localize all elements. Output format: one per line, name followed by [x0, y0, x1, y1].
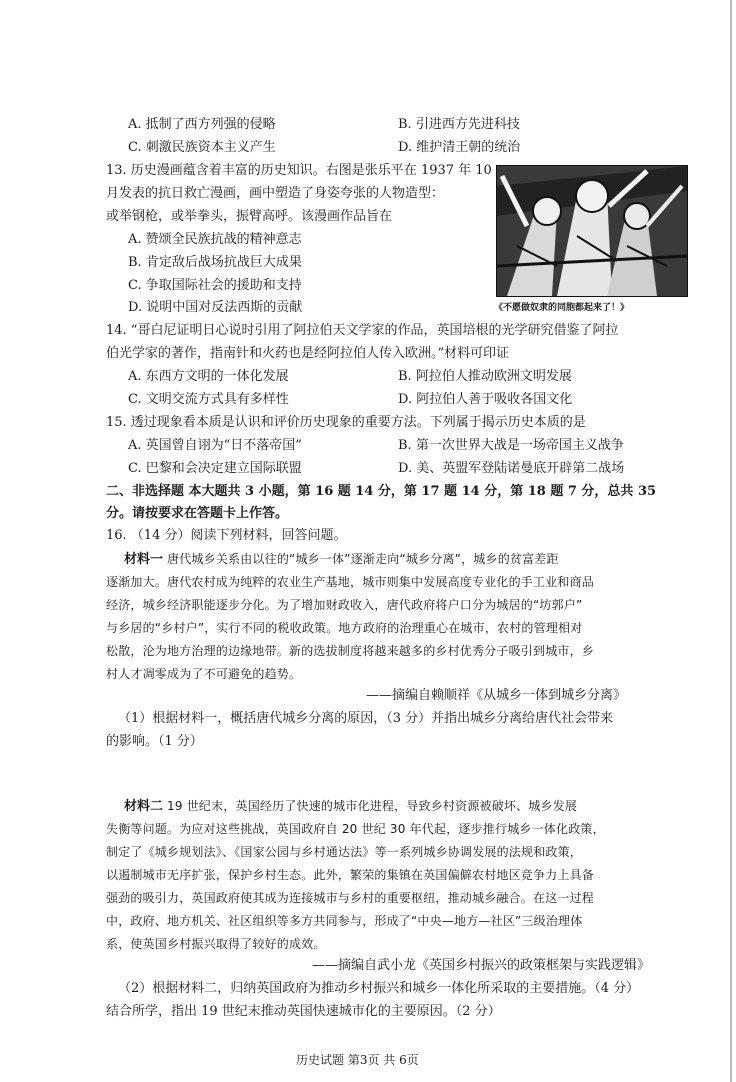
q16-part2-line-2: 结合所学，指出 19 世纪末推动英国快速城市化的主要原因。（2 分）: [106, 1004, 501, 1019]
cartoon-caption: 《不愿做奴隶的同胞都起来了！》: [494, 303, 630, 313]
q15-option-d: D. 美、英盟军登陆诺曼底开辟第二战场: [398, 461, 625, 476]
section2-heading-2: 分。请按要求在答题卡上作答。: [106, 506, 289, 521]
material-2-label: 材料二: [124, 799, 164, 814]
page-footer: 历史试题 第3页 共 6页: [296, 1053, 419, 1067]
q15-option-b: B. 第一次世界大战是一场帝国主义战争: [398, 438, 624, 453]
q13-stem-1: 13. 历史漫画蕴含着丰富的历史知识。右图是张乐平在 1937 年 10: [106, 163, 492, 178]
q15-option-c: C. 巴黎和会决定建立国际联盟: [128, 461, 302, 476]
q14-stem-2: 伯光学家的著作，指南针和火药也是经阿拉伯人传入欧洲。”材料可印证: [106, 346, 510, 361]
material-2-text-2: 失衡等问题。为应对这些挑战，英国政府自 20 世纪 30 年代起，逐步推行城乡一体化政策，: [106, 822, 605, 836]
q13-option-a: A. 赞颂全民族抗战的精神意志: [128, 232, 302, 247]
q13-option-b: B. 肯定敌后战场抗战巨大成果: [128, 255, 302, 270]
q12-option-c: C. 刺激民族资本主义产生: [128, 140, 276, 155]
material-1-text-2: 逐渐加大。唐代农村成为纯粹的农业生产基地，城市则集中发展高度专业化的手工业和商品: [106, 575, 595, 589]
q12-option-a: A. 抵制了西方列强的侵略: [128, 117, 276, 132]
material-2-source: ——摘编自武小龙《英国乡村振兴的政策框架与实践逻辑》: [312, 958, 651, 973]
material-2-text-5: 强劲的吸引力，英国政府使其成为连接城市与乡村的重要枢纽，推动城乡融合。在这一过程: [106, 891, 595, 905]
scan-edge-divider: [730, 0, 732, 1082]
material-2-text-4: 以遏制城市无序扩张，保护乡村生态。此外，繁荣的集镇在英国偏僻农村地区竞争力上具备: [106, 868, 595, 882]
material-1-text-4: 与乡居的“乡村户”，实行不同的税收政策。地方政府的治理重心在城市，农村的管理相对: [106, 621, 583, 635]
material-1-text-6: 村人才凋零成为了不可避免的趋势。: [106, 667, 302, 681]
q16-part2-line-1: （2）根据材料二，归纳英国政府为推动乡村振兴和城乡一体化所采取的主要措施。（4 分）: [118, 981, 640, 996]
material-2-text-7: 系，使英国乡村振兴取得了较好的成效。: [106, 937, 326, 951]
q12-option-b: B. 引进西方先进科技: [398, 117, 520, 132]
material-1-text-5: 松散，沦为地方治理的边缘地带。新的选拔制度将越来越多的乡村优秀分子吸引到城市，乡: [106, 644, 595, 658]
q12-option-d: D. 维护清王朝的统治: [398, 140, 521, 155]
anti-japanese-cartoon-image: [496, 165, 688, 297]
q13-stem-2: 月发表的抗日救亡漫画，画中塑造了身姿夸张的人物造型：: [106, 186, 445, 201]
q14-option-b: B. 阿拉伯人推动欧洲文明发展: [398, 369, 572, 384]
material-1-first-line: [124, 551, 559, 568]
material-2-text-3: 制定了《城乡规划法》、《国家公园与乡村通达法》等一系列城乡协调发展的法规和政策，: [106, 845, 583, 859]
q14-option-c: C. 文明交流方式具有多样性: [128, 392, 289, 407]
material-1-label: 材料一: [124, 552, 164, 567]
material-2-text-1: 19 世纪末，英国经历了快速的城市化进程，导致乡村资源被破坏、城乡发展: [163, 799, 578, 813]
q16-part1-line-2: 的影响。（1 分）: [106, 734, 203, 749]
q13-option-c: C. 争取国际社会的援助和支持: [128, 278, 302, 293]
cartoon-illustration: [497, 166, 687, 296]
material-2-first-line: [124, 798, 577, 815]
section2-heading-1: 二、非选择题 本大题共 3 小题，第 16 题 14 分，第 17 题 14 分，第 18 题 7 分，总共 35: [106, 484, 657, 499]
material-1-text-1: 唐代城乡关系由以往的“城乡一体”逐渐走向“城乡分离”，城乡的贫富差距: [163, 552, 559, 566]
q13-option-d: D. 说明中国对反法西斯的贡献: [128, 300, 303, 315]
q14-option-d: D. 阿拉伯人善于吸收各国文化: [398, 392, 573, 407]
q14-option-a: A. 东西方文明的一体化发展: [128, 369, 289, 384]
q16-intro: 16. （14 分）阅读下列材料，回答问题。: [106, 528, 347, 543]
q13-stem-3: 或举钢枪，或举拳头，振臂高呼。该漫画作品旨在: [106, 209, 393, 224]
q15-option-a: A. 英国曾自诩为“日不落帝国”: [128, 438, 302, 453]
material-2-text-6: 中，政府、地方机关、社区组织等多方共同参与，形成了“中央—地方—社区”三级治理体: [106, 914, 583, 928]
material-1-source: ——摘编自赖顺祥《从城乡一体到城乡分离》: [366, 688, 627, 703]
material-1-text-3: 经济，城乡经济职能逐步分化。为了增加财政收入，唐代政府将户口分为城居的“坊郭户”: [106, 598, 583, 612]
q16-part1-line-1: （1）根据材料一，概括唐代城乡分离的原因，（3 分）并指出城乡分离给唐代社会带来: [118, 711, 614, 726]
q14-stem-1: 14. “哥白尼证明日心说时引用了阿拉伯天文学家的作品，英国培根的光学研究借鉴了阿拉: [106, 323, 619, 338]
q15-stem: 15. 透过现象看本质是认识和评价历史现象的重要方法。下列属于揭示历史本质的是: [106, 415, 586, 430]
